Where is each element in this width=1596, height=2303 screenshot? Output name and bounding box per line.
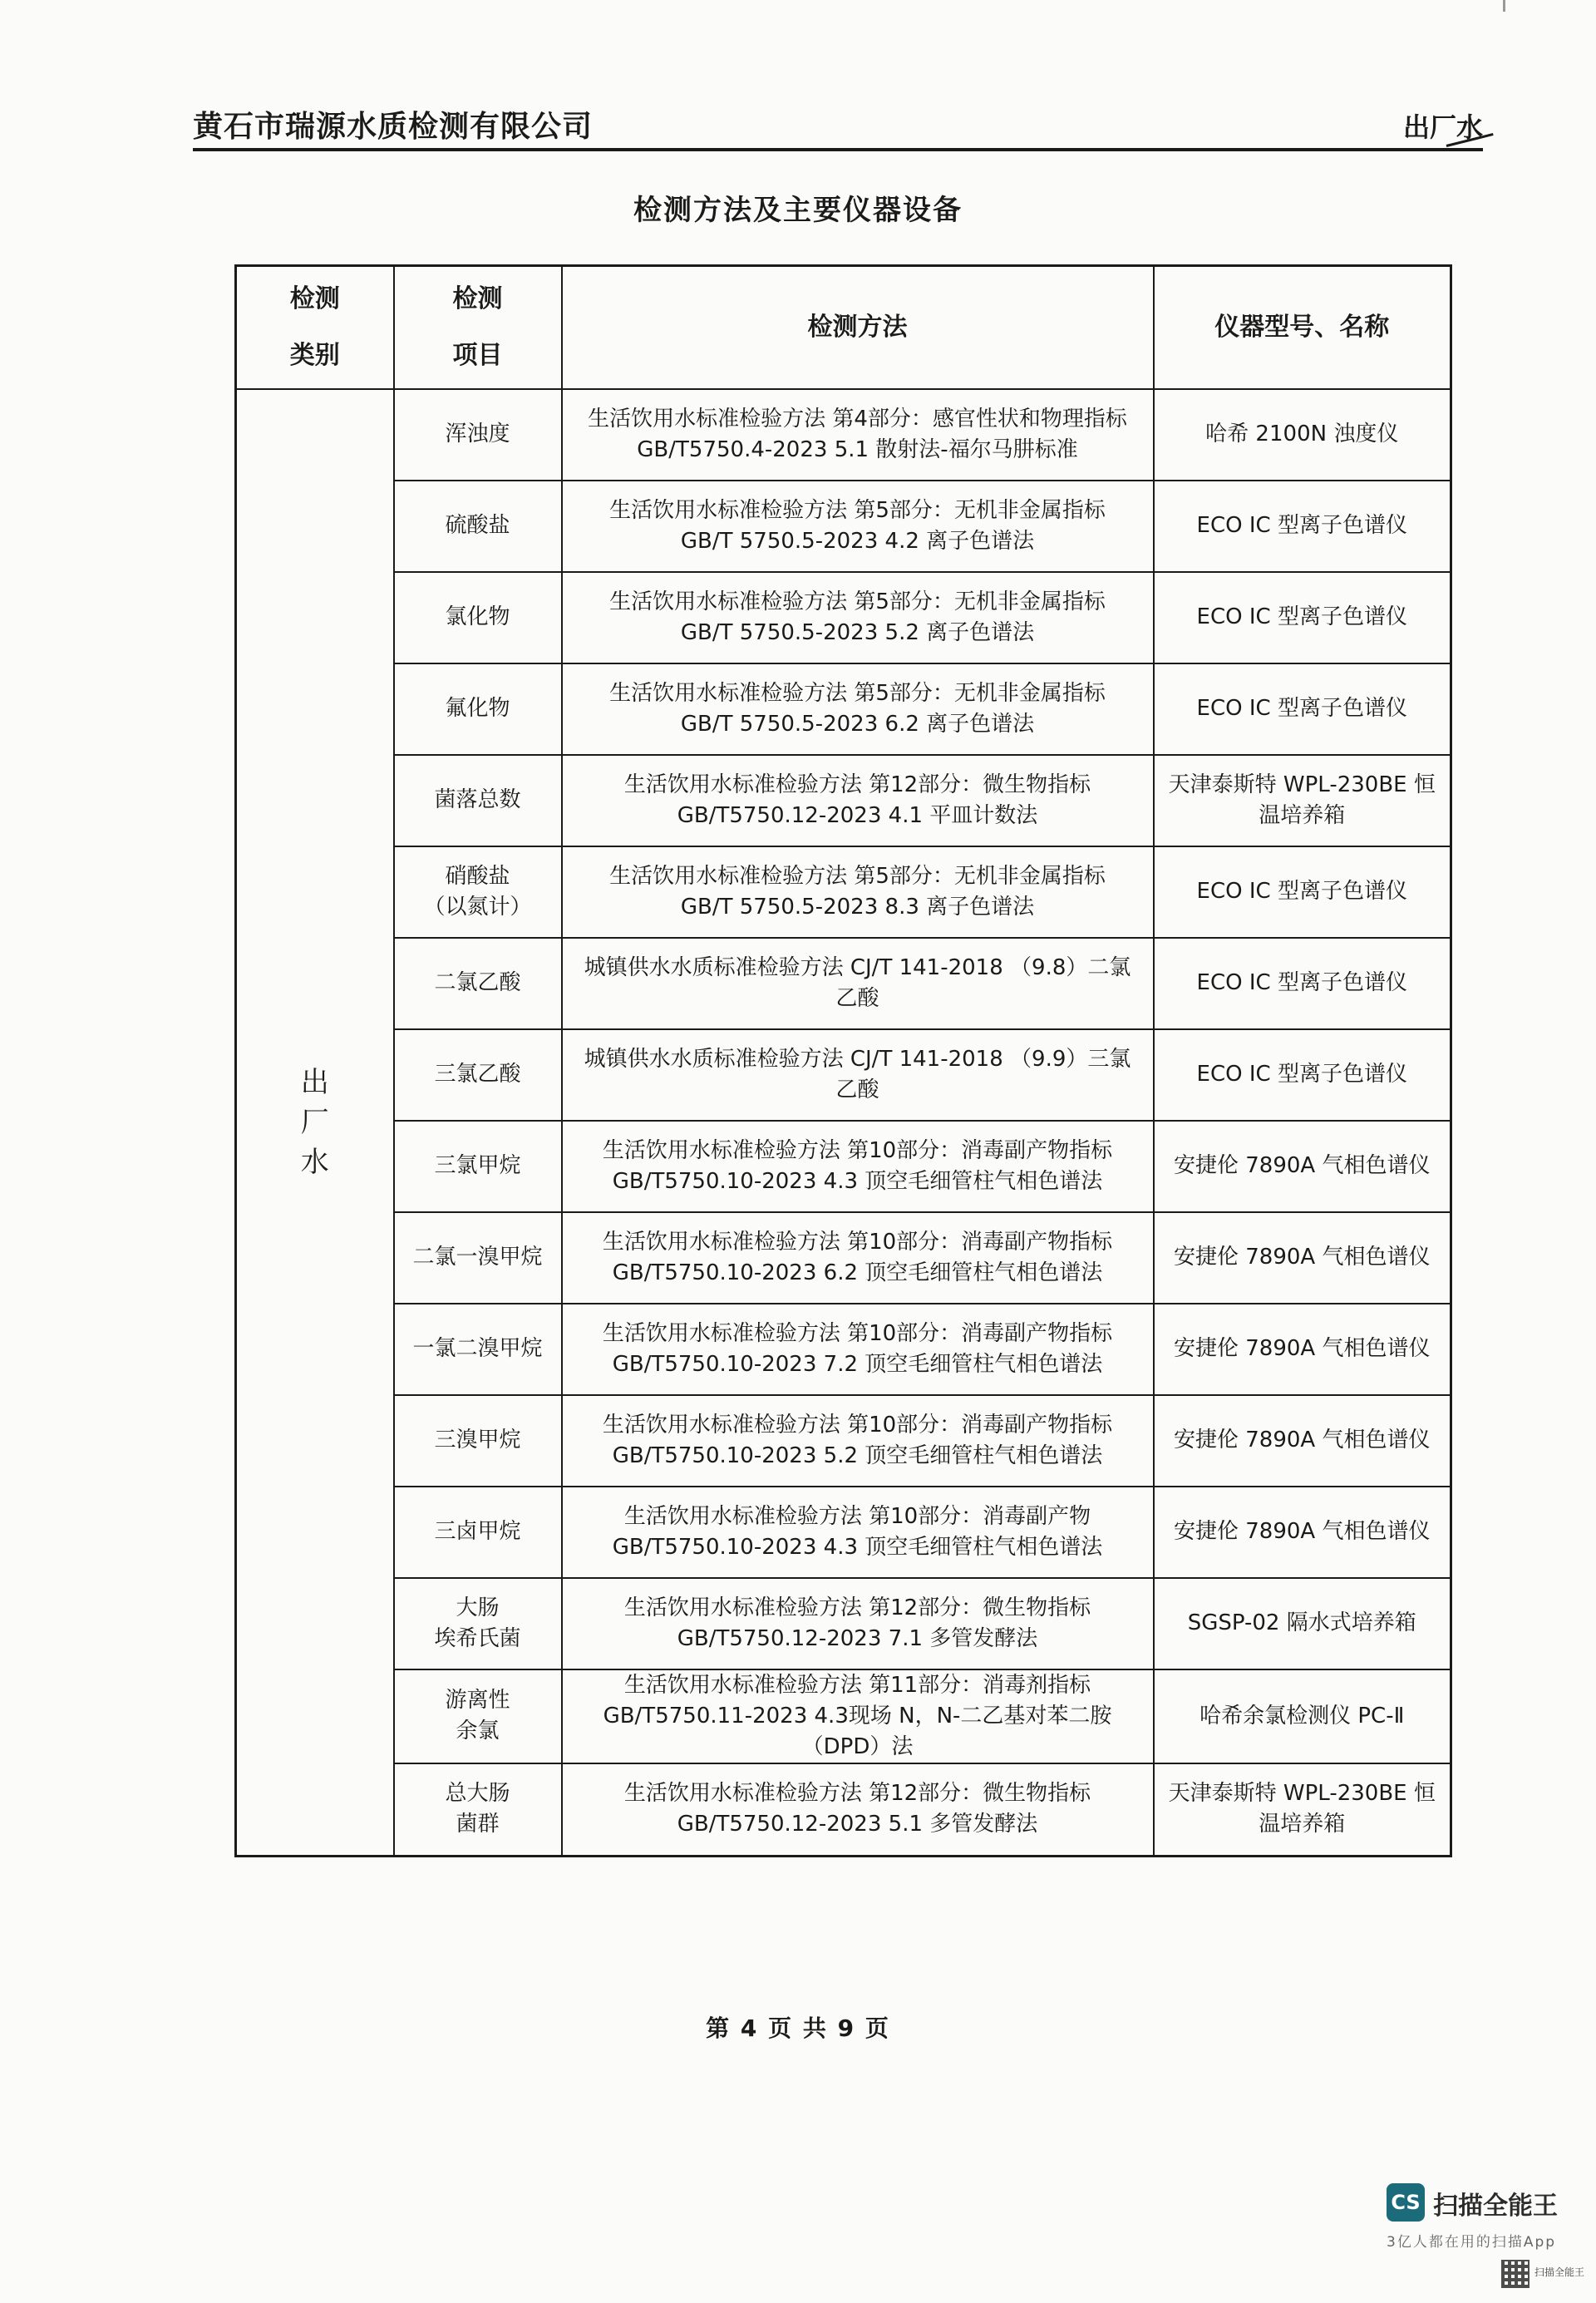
instrument-cell (1154, 389, 1451, 481)
table-row (236, 1212, 1451, 1304)
instrument-cell (1154, 1669, 1451, 1763)
method-cell-line: 生活饮用水标准检验方法 第11部分：消毒剂指标 (623, 1672, 1091, 1698)
item-cell-line: 埃希氏菌 (434, 1625, 521, 1651)
method-cell-line: GB/T5750.12-2023 5.1 多管发酵法 (677, 1812, 1038, 1837)
method-cell-line: 生活饮用水标准检验方法 第5部分：无机非金属指标 (609, 863, 1106, 889)
item-cell (394, 663, 562, 755)
category-char: 出 (300, 1065, 329, 1099)
company-name: 黄石市瑞源水质检测有限公司 (193, 110, 594, 144)
method-cell-line: 乙酸 (835, 1077, 879, 1102)
method-cell (562, 1212, 1154, 1304)
item-cell (394, 1121, 562, 1212)
header-instrument: 仪器型号、名称 (1154, 266, 1451, 389)
page-number: 第 4 页 共 9 页 (706, 2015, 890, 2042)
instrument-cell (1154, 572, 1451, 663)
item-cell (394, 1212, 562, 1304)
method-cell-line: 生活饮用水标准检验方法 第10部分：消毒副产物指标 (602, 1320, 1113, 1346)
method-cell-line: （DPD）法 (801, 1733, 914, 1759)
item-cell (394, 1669, 562, 1763)
instrument-cell-line: 安捷伦 7890A 气相色谱仪 (1174, 1428, 1431, 1452)
item-cell (394, 481, 562, 572)
item-cell-line: 二氯乙酸 (434, 970, 521, 995)
scanner-slogan: 3亿人都在用的扫描App (1387, 2234, 1557, 2251)
method-cell (562, 1669, 1154, 1763)
instrument-cell-line: ECO IC 型离子色谱仪 (1196, 879, 1407, 904)
instrument-cell (1154, 1212, 1451, 1304)
method-cell-line: GB/T5750.11-2023 4.3现场 N，N-二乙基对苯二胺 (603, 1703, 1112, 1728)
qr-code-icon (1501, 2260, 1530, 2288)
item-cell-line: 三氯乙酸 (434, 1062, 521, 1087)
scanner-watermark (1387, 2178, 1578, 2251)
method-cell-line: 生活饮用水标准检验方法 第10部分：消毒副产物 (623, 1503, 1091, 1529)
method-cell-line: 生活饮用水标准检验方法 第5部分：无机非金属指标 (609, 589, 1106, 614)
method-cell (562, 389, 1154, 481)
instrument-cell-line: 天津泰斯特 WPL-230BE 恒 (1168, 1781, 1436, 1807)
document-title: 检测方法及主要仪器设备 (633, 194, 963, 227)
method-cell (562, 481, 1154, 572)
instrument-cell-line: 安捷伦 7890A 气相色谱仪 (1174, 1245, 1431, 1270)
item-cell-line: 总大肠 (445, 1781, 510, 1807)
method-cell (562, 755, 1154, 846)
instrument-cell (1154, 1487, 1451, 1578)
method-cell-line: 城镇供水水质标准检验方法 CJ/T 141-2018 （9.8）二氯 (584, 954, 1131, 980)
method-cell-line: 生活饮用水标准检验方法 第5部分：无机非金属指标 (609, 497, 1106, 523)
item-cell-line: 硝酸盐 (445, 863, 510, 889)
instrument-cell (1154, 938, 1451, 1029)
method-cell-line: 生活饮用水标准检验方法 第4部分：感官性状和物理指标 (588, 406, 1127, 432)
table-row (236, 1304, 1451, 1395)
table-row (236, 572, 1451, 663)
method-cell-line: GB/T5750.10-2023 6.2 顶空毛细管柱气相色谱法 (612, 1260, 1103, 1285)
item-cell-line: 游离性 (445, 1688, 510, 1713)
header-item-line2: 项目 (452, 340, 503, 370)
method-cell (562, 938, 1154, 1029)
instrument-cell (1154, 755, 1451, 846)
item-cell (394, 938, 562, 1029)
method-cell-line: 生活饮用水标准检验方法 第12部分：微生物指标 (623, 1781, 1091, 1807)
method-cell (562, 1029, 1154, 1121)
method-cell-line: 城镇供水水质标准检验方法 CJ/T 141-2018 （9.9）三氯 (584, 1046, 1131, 1072)
method-cell (562, 1121, 1154, 1212)
instrument-cell-line: 温培养箱 (1259, 802, 1346, 828)
method-cell-line: GB/T5750.12-2023 7.1 多管发酵法 (677, 1625, 1038, 1651)
instrument-cell-line: ECO IC 型离子色谱仪 (1196, 696, 1407, 721)
table-header-row (236, 266, 1451, 389)
category-cell (236, 389, 394, 1857)
instrument-cell (1154, 1395, 1451, 1487)
instrument-cell-line: 安捷伦 7890A 气相色谱仪 (1174, 1153, 1431, 1178)
instrument-cell-line: 天津泰斯特 WPL-230BE 恒 (1168, 772, 1436, 797)
method-cell-line: 乙酸 (835, 985, 879, 1011)
table-row (236, 663, 1451, 755)
item-cell-line: 三溴甲烷 (434, 1428, 521, 1452)
methods-table (234, 264, 1452, 1857)
method-cell-line: GB/T5750.10-2023 7.2 顶空毛细管柱气相色谱法 (612, 1351, 1103, 1377)
table-row (236, 1763, 1451, 1857)
instrument-cell (1154, 1578, 1451, 1669)
method-cell (562, 846, 1154, 938)
method-cell (562, 572, 1154, 663)
item-cell-line: 硫酸盐 (445, 513, 510, 538)
method-cell-line: 生活饮用水标准检验方法 第10部分：消毒副产物指标 (602, 1137, 1113, 1163)
instrument-cell (1154, 481, 1451, 572)
table-row (236, 1395, 1451, 1487)
item-cell (394, 846, 562, 938)
instrument-cell (1154, 663, 1451, 755)
method-cell-line: GB/T5750.10-2023 5.2 顶空毛细管柱气相色谱法 (612, 1442, 1103, 1468)
header-method: 检测方法 (562, 266, 1154, 389)
instrument-cell-line: ECO IC 型离子色谱仪 (1196, 604, 1407, 629)
item-cell (394, 1578, 562, 1669)
category-char: 水 (300, 1145, 329, 1179)
item-cell-line: 大肠 (456, 1595, 500, 1620)
scanner-logo-icon: CS (1387, 2183, 1425, 2222)
item-cell (394, 389, 562, 481)
report-tag: 出厂水 (1402, 111, 1483, 143)
method-cell-line: GB/T5750.10-2023 4.3 顶空毛细管柱气相色谱法 (612, 1534, 1103, 1560)
instrument-cell (1154, 1304, 1451, 1395)
method-cell-line: GB/T5750.4-2023 5.1 散射法-福尔马肼标准 (637, 436, 1078, 462)
table-row (236, 1487, 1451, 1578)
item-cell-line: 氯化物 (445, 604, 510, 629)
table-row (236, 1121, 1451, 1212)
method-cell-line: GB/T5750.10-2023 4.3 顶空毛细管柱气相色谱法 (612, 1168, 1103, 1194)
method-cell (562, 1304, 1154, 1395)
header-category (236, 266, 394, 389)
item-cell-line: 一氯二溴甲烷 (412, 1336, 543, 1361)
page-header (193, 100, 1491, 146)
method-cell-line: GB/T 5750.5-2023 5.2 离子色谱法 (680, 619, 1035, 645)
method-cell (562, 663, 1154, 755)
scan-artifact (1503, 0, 1505, 12)
instrument-cell (1154, 1763, 1451, 1857)
method-cell-line: 生活饮用水标准检验方法 第5部分：无机非金属指标 (609, 680, 1106, 706)
table-row (236, 1578, 1451, 1669)
method-cell-line: GB/T 5750.5-2023 6.2 离子色谱法 (680, 711, 1035, 737)
qr-label: 扫描全能王 (1534, 2266, 1585, 2278)
item-cell (394, 1487, 562, 1578)
scanner-app-name: 扫描全能王 (1433, 2192, 1558, 2221)
table-row (236, 846, 1451, 938)
method-cell-line: 生活饮用水标准检验方法 第10部分：消毒副产物指标 (602, 1412, 1113, 1438)
item-cell (394, 572, 562, 663)
table-row (236, 389, 1451, 481)
item-cell (394, 1029, 562, 1121)
method-cell (562, 1395, 1154, 1487)
table-row (236, 755, 1451, 846)
table-row (236, 1669, 1451, 1763)
item-cell (394, 1304, 562, 1395)
instrument-cell (1154, 1121, 1451, 1212)
instrument-cell (1154, 1029, 1451, 1121)
method-cell-line: GB/T5750.12-2023 4.1 平皿计数法 (677, 802, 1038, 828)
header-item-line1: 检测 (452, 284, 503, 313)
method-cell (562, 1487, 1154, 1578)
item-cell-line: 浑浊度 (445, 422, 510, 446)
method-cell (562, 1763, 1154, 1857)
item-cell-line: 菌落总数 (434, 787, 521, 812)
method-cell-line: 生活饮用水标准检验方法 第10部分：消毒副产物指标 (602, 1229, 1113, 1255)
category-char: 厂 (300, 1105, 329, 1139)
method-cell-line: 生活饮用水标准检验方法 第12部分：微生物指标 (623, 1595, 1091, 1620)
instrument-cell-line: SGSP-02 隔水式培养箱 (1187, 1610, 1416, 1635)
item-cell-line: 三氯甲烷 (434, 1153, 521, 1178)
instrument-cell-line: ECO IC 型离子色谱仪 (1196, 1062, 1407, 1087)
item-cell-line: 氟化物 (445, 696, 510, 721)
table-row (236, 938, 1451, 1029)
instrument-cell-line: 哈希余氯检测仪 PC-Ⅱ (1199, 1703, 1405, 1728)
item-cell-line: 二氯一溴甲烷 (412, 1245, 543, 1270)
item-cell (394, 1395, 562, 1487)
item-cell-line: 三卤甲烷 (434, 1519, 521, 1544)
instrument-cell-line: ECO IC 型离子色谱仪 (1196, 970, 1407, 995)
method-cell-line: GB/T 5750.5-2023 8.3 离子色谱法 (680, 894, 1035, 920)
header-rule (193, 148, 1483, 151)
table-row (236, 1029, 1451, 1121)
header-category-line1: 检测 (289, 284, 340, 313)
instrument-cell-line: 安捷伦 7890A 气相色谱仪 (1174, 1336, 1431, 1361)
item-cell-line: 余氯 (456, 1719, 500, 1743)
header-item (394, 266, 562, 389)
header-category-line2: 类别 (289, 340, 340, 370)
instrument-cell-line: ECO IC 型离子色谱仪 (1196, 513, 1407, 538)
method-cell-line: 生活饮用水标准检验方法 第12部分：微生物指标 (623, 772, 1091, 797)
table-row (236, 481, 1451, 572)
method-cell (562, 1578, 1154, 1669)
instrument-cell-line: 温培养箱 (1259, 1812, 1346, 1837)
instrument-cell (1154, 846, 1451, 938)
item-cell-line: （以氮计） (423, 894, 532, 920)
instrument-cell-line: 安捷伦 7890A 气相色谱仪 (1174, 1519, 1431, 1544)
item-cell (394, 1763, 562, 1857)
item-cell (394, 755, 562, 846)
method-cell-line: GB/T 5750.5-2023 4.2 离子色谱法 (680, 528, 1035, 554)
item-cell-line: 菌群 (456, 1812, 500, 1837)
instrument-cell-line: 哈希 2100N 浊度仪 (1205, 422, 1399, 446)
